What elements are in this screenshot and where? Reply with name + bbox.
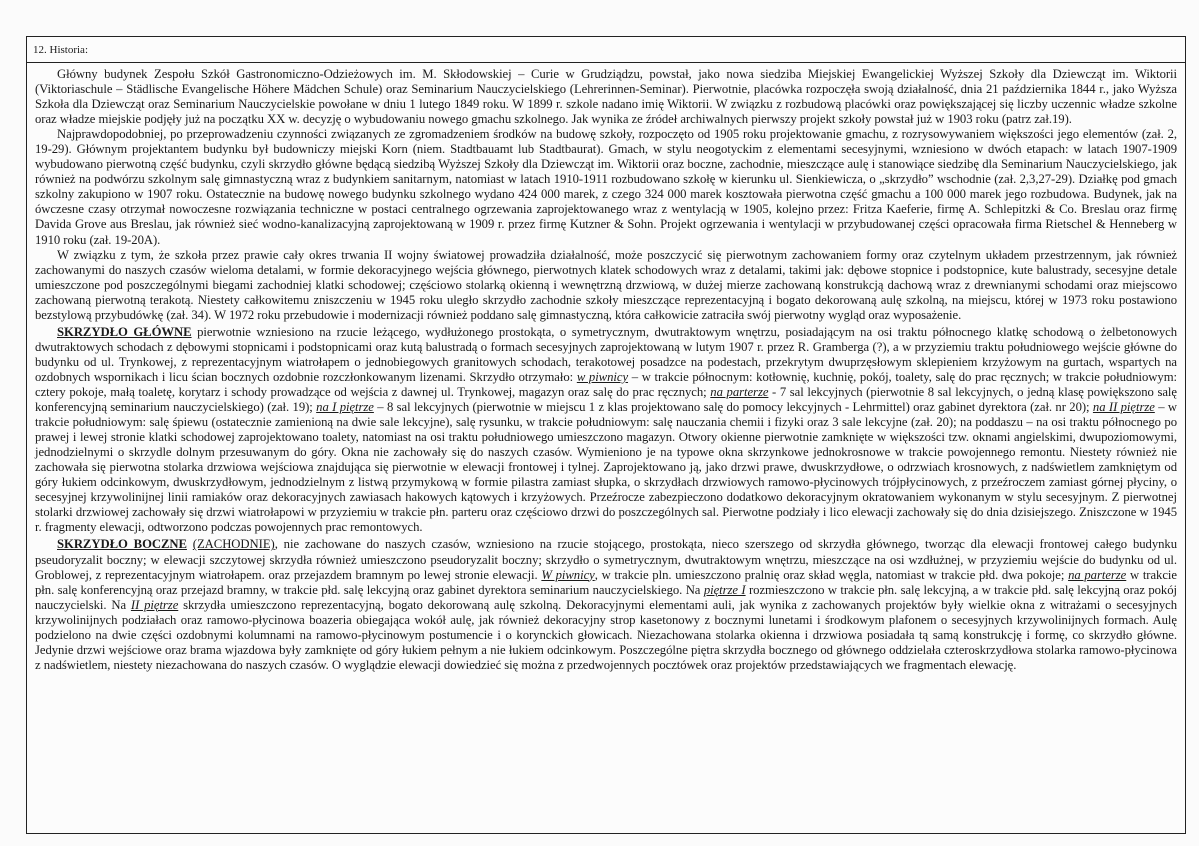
history-text bbox=[27, 63, 1185, 673]
emphasized-text: na parterze bbox=[1068, 567, 1127, 582]
section-header bbox=[27, 37, 1185, 63]
text-run: skrzydła umieszczono reprezentacyjną, bogato dekorowaną aulę szkolną. Dekoracyjnymi elementami auli, jak wynika z zachowanych projektów były wielkie okna z witrażami o secesyjnych krzywolinijnych podziałach oraz ramowo-płycinowa boazeria obiegająca wokół aulę, jak również dekoracyjny strop kasetonowy z bocznymi lunetami i środkowym plafonem o secesyjnych krzywolinijnych formach. Aulę podzielono na dwie części ozdobnymi kolumnami na ramowo-płycinowym postumencie i o korynckich głowicach. Niezachowana stolarka okienna i drzwiowa posiadała tą samą konstrukcję i formę, co skrzydło główne. Jedynie drzwi wejściowe oraz brama wjazdowa były zamknięte od góry łukiem pełnym a nie łukiem odcinkowym. Poszczególne piętra skrzydła bocznego od głównego oddzielała czteroskrzydłowa stolarka ramowo-płycinowa z nadświetlem, niestety niezachowana do naszych czasów. O wyglądzie elewacji dowiedzieć się można z przedwojennych pocztówek oraz projektów przedstawiających we fragmentach elewację. bbox=[35, 597, 1177, 672]
emphasized-text: II piętrze bbox=[130, 597, 179, 612]
text-run: w trakcie płn. salę konferencyjną oraz przejazd bramny, w trakcie płd. salę lekcyjną oraz gabinet dyrektora seminarium nauczycielskiego. Na bbox=[35, 567, 1177, 597]
emphasized-text: na II piętrze bbox=[1092, 400, 1155, 415]
paragraph bbox=[35, 127, 1177, 247]
text-run: – 8 sal lekcyjnych (pierwotnie w miejscu 1 z klas projektowano salę do pomocy lekcyjnych - Lehrmittel) oraz gabinet dyrektora (zał. nr 20); bbox=[373, 400, 1093, 415]
text-run: , nie zachowane do naszych czasów, wzniesiono na rzucie stojącego, prostokąta, nieco szerszego od skrzydła głównego, tworząc dla elewacji frontowej całego budynku pseudoryzalit boczny; w elewacji szczytowej skrzydła również umieszczono pseudoryzalit boczny; skrzydło o symetrycznym, dwutraktowym wnętrzu, mieszczące na osi wzdłużnej, w przyziemiu wejście do budynku od ul. Groblowej, z reprezentacyjnym wiatrołapem. oraz przejazdem bramnym po lewej stronie elewacji. bbox=[35, 537, 1177, 582]
paragraph bbox=[35, 67, 1177, 127]
section-heading: SKRZYDŁO GŁÓWNE bbox=[57, 324, 192, 339]
text-run: – w trakcie północnym: kotłownię, kuchnię, pokój, toalety, salę do prac ręcznych; w trakcie południowym: cztery pokoje, małą toaletę, korytarz i schody prowadzące od wejścia z dawnej ul. Trynkowej, magazyn oraz salę do prac ręcznych; bbox=[35, 369, 1177, 399]
text-run: - 7 sal lekcyjnych (pierwotnie 8 sal lekcyjnych, o jedną klasę powiększono salę konferencyjną seminarium nauczycielskiego) (zał. 19); bbox=[35, 384, 1177, 415]
paragraph bbox=[35, 325, 1177, 536]
paragraph bbox=[35, 537, 1177, 672]
emphasized-text: piętrze I bbox=[703, 582, 746, 597]
text-run: W związku z tym, że szkoła przez prawie cały okres trwania II wojny światowej prowadziła działalność, może poszczycić się pierwotnym zachowaniem formy oraz czytelnym układem przestrzennym, jak również zachowanymi do naszych czasów wieloma detalami, w formie dekoracyjnego wejścia głównego, pierwotnych klatek schodowych wraz z detalami, takimi jak: dębowe stopnice i podstopnice, kute balustrady, secesyjne detale umieszczone pod poszczególnymi biegami zachodniej klatki schodowej; częściowo stolarką okienną i wewnętrzną drzwiową, w dużej mierze zachowaną konstrukcją dachową wraz z drewnianymi schodami oraz miejscowo zachowaną pierwotną terakotą. Niestety całkowitemu zniszczeniu w 1945 roku uległo skrzydło zachodnie szkoły mieszczące reprezentacyjną i bogato dekorowaną aulę szkolną, na miejscu, której w 1973 roku postawiono bezstylową przybudówkę (zał. 34). W 1972 roku przebudowie i modernizacji również poddano salę gimnastyczną, która całkowicie zatraciła swój pierwotny wygląd oraz wyposażenie. bbox=[35, 247, 1177, 322]
emphasized-text: W piwnicy bbox=[541, 567, 595, 582]
emphasized-text: w piwnicy bbox=[576, 369, 629, 384]
text-run: Główny budynek Zespołu Szkół Gastronomiczno-Odzieżowych im. M. Skłodowskiej – Curie w Grudziądzu, powstał, jako nowa siedziba Miejskiej Ewangelickiej Wyższej Szkoły dla Dziewcząt im. Wiktorii (Viktoriaschule – Städlische Evangelische Höhere Mädchen Schule) oraz Seminarium Nauczycielskiego (Lehrerinnen-Seminar). Pierwotnie, placówka rozpoczęła swoją działalność, dnia 21 października 1844 r., jako Wyższa Szkoła dla Dziewcząt oraz Seminarium Nauczycielskie powołane w dniu 1 lutego 1849 roku. W 1899 r. szkole nadano imię Wiktorii. W związku z rozbudową placówki oraz powiększającej się liczby uczennic władze szkolne oraz władze miejskie podjęły już na początku XX w. decyzję o wybudowaniu nowego gmachu szkolnego. Jak wynika ze źródeł archiwalnych pierwszy projekt szkoły powstał już w 1903 roku (patrz zał.19). bbox=[35, 67, 1177, 127]
text-run: pierwotnie wzniesiono na rzucie leżącego, wydłużonego prostokąta, o symetrycznym, dwutraktowym wnętrzu, posiadającym na osi traktu północnego klatkę schodową o żelbetonowych dwutraktowych schodach z dębowymi stopnicami i podstopnicami oraz kutą balustradą o formach secesyjnych zaprojektowaną w lutym 1907 r. przez R. Gramberga (?), a w przyziemiu traktu południowego wejście główne do budynku od ul. Trynkowej, z reprezentacyjnym wiatrołapem o jednobiegowych granitowych schodach, terakotowej posadzce na podestach, przekrytym dwuprzęsłowym sklepieniem krzyżowym na gurtach, wspartych na ozdobnych wspornikach i licu ścian bocznych ozdobnie rozczłonkowanym lizenami. Skrzydło otrzymało: bbox=[35, 324, 1178, 384]
text-run: – w trakcie południowym: salę śpiewu (ostatecznie zamienioną na dwie sale lekcyjne), salę rysunku, w trakcie południowym: salę nauczania chemii i fizyki oraz 3 sale lekcyjne (zał. 20); na poddaszu – na osi traktu północnego po prawej i lewej stronie klatki schodowej zaprojektowano toalety, natomiast na osi traktu południowego umieszczono magazyn. Otwory okienne pierwotnie zamknięte w większości tzw. oknami angielskimi, dwupoziomowymi, jednodzielnymi o skrzydle dolnym przesuwanym do góry. Okna nie zachowały się do naszych czasów. Wymieniono je na typowe okna skrzynkowe jednokrosnowe w trakcie powojennego remontu. Niestety również nie zachowała się pierwotna stolarka drzwiowa wejściowa znajdująca się pierwotnie w elewacji frontowej i tylnej. Zaprojektowano ją, jako drzwi prawe, dwuskrzydłowe, o odrzwiach krosnowych, z nadświetlem zamkniętym od góry łukiem odcinkowym, dwuskrzydłowym, jednodzielnym z listwą przymykową w formie pilastra zamiast słupka, o skrzydłach drzwiowych ramowo-płycinowych trójpłycinowych, z przeźroczem zamiast górnej płyciny, o secesyjnej krzywolinijnej linii ramiaków oraz dekoracyjnych zawiasach hakowych kątowych i krzyżowych. Przeźrocze zabezpieczono dodatkowo dekoracyjnym okratowaniem wykonanym w stylu secesyjnym. Z pierwotnej stolarki drzwiowej zachowały się drzwi wiatrołapowi w przyziemiu w trakcie płn. parteru oraz częściowo drzwi do poszczególnych sal. Pierwotne podziały i lico elewacji zachowały się do dnia dzisiejszego. Zniszczone w 1945 r. fragmenty elewacji, odtworzono podczas powojennych prac remontowych. bbox=[35, 400, 1177, 535]
text-run: Najprawdopodobniej, po przeprowadzeniu czynności związanych ze zgromadzeniem środków na budowę szkoły, rozpoczęto od 1905 roku projektowanie gmachu, z rozrysowywaniem większości jego elementów (zał. 2, 19-29). Głównym projektantem budynku był budowniczy miejski Korn (niem. Stadtbauamt lub Stadtbaurat). Gmach, w stylu neogotyckim z elementami secesyjnymi, wzniesiono w dwóch etapach: w latach 1907-1909 wybudowano pierwotną część budynku, czyli skrzydło główne będącą siedzibą Wyższej Szkoły dla Dziewcząt im. Wiktorii oraz boczne, zachodnie, mieszczące aulę i stanowiące siedzibę dla Seminarium Nauczycielskiego, jak również na podwórzu szkolnym salę gimnastyczną wraz z budynkiem sanitarnym, natomiast w latach 1910-1911 rozbudowano szkołę w kierunku ul. Sienkiewicza, o „skrzydło” wschodnie (zał. 2,3,27-29). Działkę pod gmach szkolny zakupiono w 1907 roku. Ostatecznie na budowę nowego budynku szkolnego wydano 424 000 marek, z czego 324 000 marek kosztowała pierwotna część gmachu a 100 000 marek jego rozbudowa. Budynek, jak na ówczesne czasy otrzymał nowoczesne rozwiązania techniczne w postaci centralnego ogrzewania zaprojektowanego wraz z wentylacją w 1905, kolejno przez: Fritza Kaeferie, firmę A. Schlepitzki & Co. Breslau oraz firmę Davida Grove aus Breslau, jak również sieć wodno-kanalizacyjną zaprojektowaną w 1909 r. przez firmę Kutzner & Sohn. Projekt ogrzewania i wentylacji w przybudowanej części opracowała firma Rietschel & Henneberg w 1910 roku (zał. 19-20A). bbox=[35, 127, 1177, 247]
emphasized-text: (ZACHODNIE) bbox=[192, 537, 275, 552]
text-run: , w trakcie pln. umieszczono pralnię oraz skład węgla, natomiast w trakcie płd. dwa pokoje; bbox=[594, 567, 1069, 582]
text-run: rozmieszczono w trakcie płn. salę lekcyjną, a w trakcie płd. salę lekcyjną oraz pokój nauczycielski. Na bbox=[35, 582, 1177, 612]
emphasized-text: na parterze bbox=[710, 384, 769, 399]
section-heading: SKRZYDŁO BOCZNE bbox=[57, 537, 187, 552]
emphasized-text: na I piętrze bbox=[316, 400, 374, 415]
paragraph bbox=[35, 248, 1177, 323]
section-label: 12. Historia: bbox=[33, 44, 88, 56]
document-frame bbox=[26, 36, 1186, 834]
